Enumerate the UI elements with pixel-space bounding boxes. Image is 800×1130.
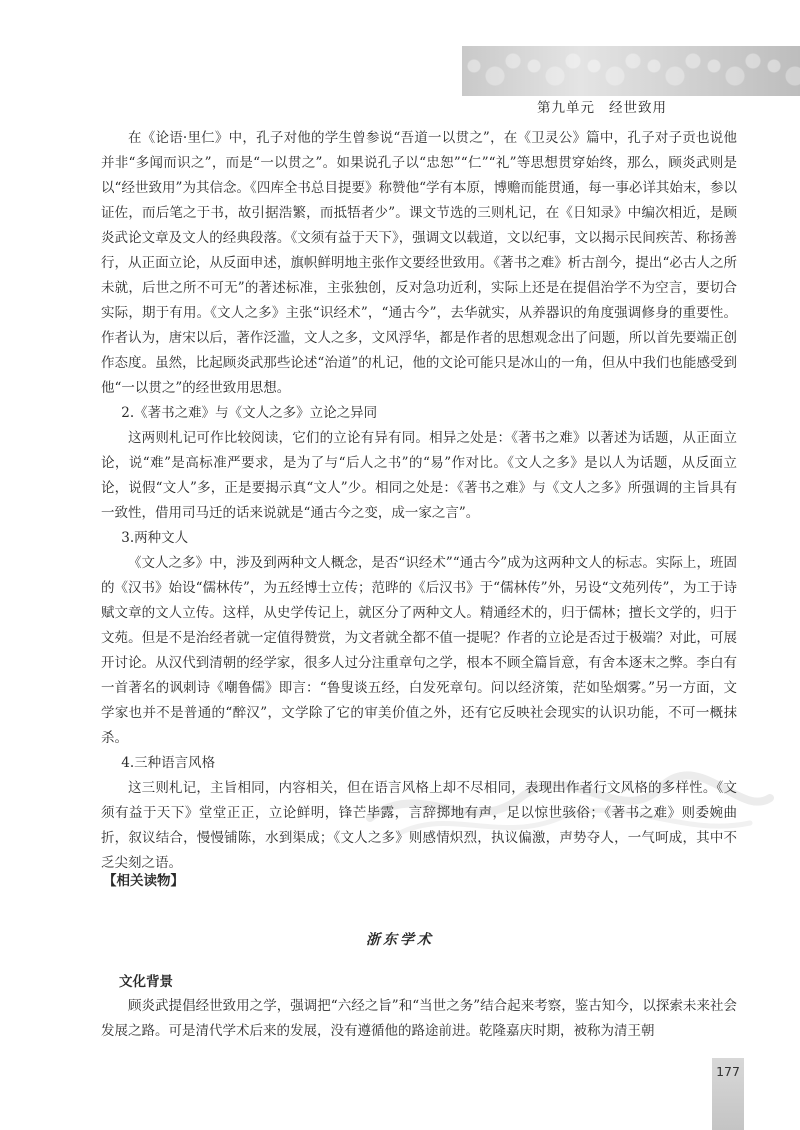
running-header bbox=[537, 96, 667, 116]
page-number: 177 bbox=[716, 1064, 740, 1079]
unit-name: 经世致用 bbox=[609, 100, 667, 116]
subheading-2: 2.《著书之难》与《文人之多》立论之异同 bbox=[121, 405, 378, 421]
subheading-3: 3.两种文人 bbox=[121, 530, 189, 546]
subheading-4: 4.三种语言风格 bbox=[121, 755, 216, 771]
related-reading-label: 【相关读物】 bbox=[103, 873, 184, 889]
paragraph-background: 顾炎武提倡经世致用之学，强调把“六经之旨”和“当世之务”结合起来考察，鉴古知今，以探索未来社会发展之路。可是清代学术后来的发展，没有遵循他的路途前进。乾隆嘉庆时期，被称为清王朝 bbox=[101, 998, 737, 1039]
header-ornament-pattern bbox=[462, 46, 800, 96]
paragraph-3: 《文人之多》中，涉及到两种文人概念，是否“识经术”“通古今”成为这两种文人的标志。实际上，班固的《汉书》始设“儒林传”，为五经博士立传；范晔的《后汉书》于“儒林传”外，另设“文苑列传”，为工于诗赋文章的文人立传。这样，从史学传记上，就区分了两种文人。精通经术的，归于儒林；擅长文学的，归于文苑。但是不是治经者就一定值得赞赏，为文者就全都不值一提呢？作者的立论是否过于极端？对此，可展开讨论。从汉代到清朝的经学家，很多人过分注重章句之学，根本不顾全篇旨意，有舍本逐末之弊。李白有一首著名的讽刺诗《嘲鲁儒》即言：“鲁叟谈五经，白发死章句。问以经济策，茫如坠烟雾。”另一方面，文学家也并不是普通的“醉汉”，文学除了它的审美价值之外，还有它反映社会现实的认识功能，不可一概抹杀。 bbox=[101, 555, 737, 746]
paragraph-intro: 在《论语·里仁》中，孔子对他的学生曾参说“吾道一以贯之”，在《卫灵公》篇中，孔子对子贡也说他并非“多闻而识之”，而是“一以贯之”。如果说孔子以“忠恕”“仁”“礼”等思想贯穿始终，那么，顾炎武则是以“经世致用”为其信念。《四库全书总目提要》称赞他“学有本原，博赡而能贯通，每一事必详其始末，参以证佐，而后笔之于书，故引据浩繁，而抵牾者少”。课文节选的三则札记，在《日知录》中编次相近，是顾炎武论文章及文人的经典段落。《文须有益于天下》，强调文以载道，文以纪事，文以揭示民间疾苦、称扬善行，从正面立论，从反面申述，旗帜鲜明地主张作文要经世致用。《著书之难》析古剖今，提出“必古人之所未就，后世之所不可无”的著述标准，主张独创，反对急功近利，实际上还是在提倡治学不为空言，要切合实际，期于有用。《文人之多》主张“识经术”，“通古今”，去华就实，从养器识的角度强调修身的重要性。作者认为，唐宋以后，著作泛滥，文人之多，文风浮华，都是作者的思想观念出了问题，所以首先要端正创作态度。虽然，比起顾炎武那些论述“治道”的札记，他的文论可能只是冰山的一角，但从中我们也能感受到他“一以贯之”的经世致用思想。 bbox=[101, 130, 737, 396]
background-text bbox=[101, 994, 737, 1044]
header-decoration bbox=[462, 46, 800, 96]
unit-number: 第九单元 bbox=[537, 100, 595, 116]
paragraph-4: 这三则札记，主旨相同，内容相关，但在语言风格上却不尽相同，表现出作者行文风格的多样性。《文须有益于天下》堂堂正正，立论鲜明，锋芒毕露，言辞掷地有声，足以惊世骇俗；《著书之难》则委婉曲折，叙议结合，慢慢铺陈，水到渠成；《文人之多》则感情炽烈，执议偏激，声势夺人，一气呵成，其中不乏尖刻之语。 bbox=[101, 780, 737, 871]
section-heading: 文化背景 bbox=[119, 974, 173, 990]
article-title: 浙东学术 bbox=[366, 932, 434, 948]
main-text bbox=[101, 126, 737, 876]
paragraph-2: 这两则札记可作比较阅读，它们的立论有异有同。相异之处是：《著书之难》以著述为话题，从正面立论，说“难”是高标准严要求，是为了与“后人之书”的“易”作对比。《文人之多》是以人为话题，从反面立论，说假“文人”多，正是要揭示真“文人”少。相同之处是：《著书之难》与《文人之多》所强调的主旨具有一致性，借用司马迁的话来说就是“通古今之变，成一家之言”。 bbox=[101, 430, 737, 521]
